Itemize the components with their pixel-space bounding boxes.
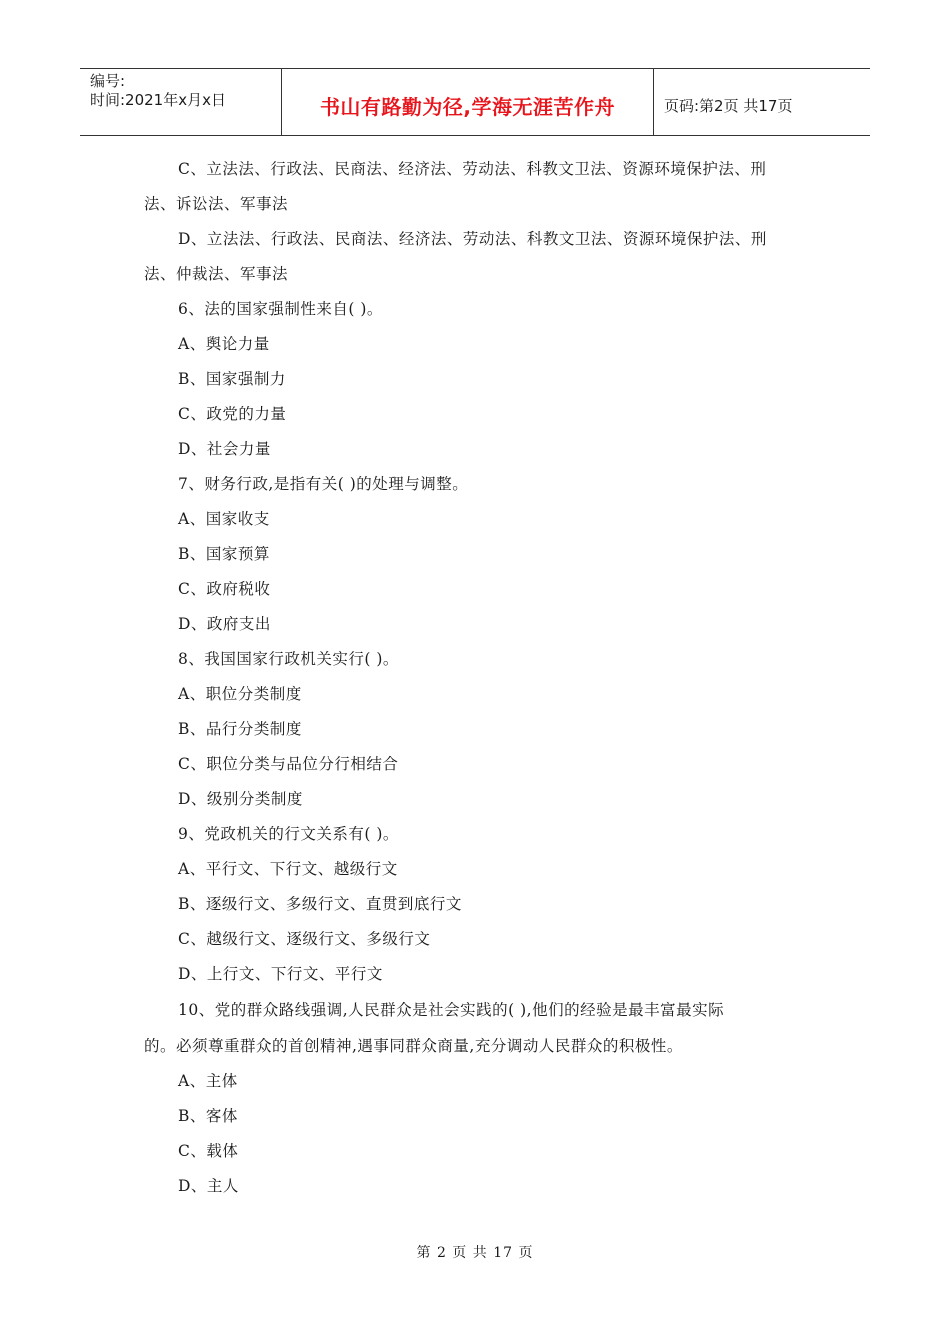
header-motto-cell [282,69,654,135]
footer-page-number: 第 2 页 共 17 页 [416,1245,534,1261]
option-line: D、立法法、行政法、民商法、经济法、劳动法、科教文卫法、资源环境保护法、刑 [178,230,767,248]
option-line: D、社会力量 [178,440,271,458]
option-line: A、职位分类制度 [178,685,302,703]
option-line: D、政府支出 [178,615,271,633]
option-line: C、立法法、行政法、民商法、经济法、劳动法、科教文卫法、资源环境保护法、刑 [178,160,767,178]
header-meta-cell [80,69,282,135]
date-label: 时间:2021年x月x日 [90,91,226,109]
question-line: 7、财务行政,是指有关( )的处理与调整。 [178,475,469,493]
option-line: C、职位分类与品位分行相结合 [178,755,399,773]
option-line: D、主人 [178,1177,239,1195]
option-line: A、国家收支 [178,510,270,528]
option-line: B、国家强制力 [178,370,286,388]
option-line: B、客体 [178,1107,238,1125]
question-line: 10、党的群众路线强调,人民群众是社会实践的( ),他们的经验是最丰富最实际 [178,1001,725,1019]
option-line: C、越级行文、逐级行文、多级行文 [178,930,431,948]
question-body [144,152,810,1204]
page-info: 页码:第2页 共17页 [664,96,793,115]
option-line: B、逐级行文、多级行文、直贯到底行文 [178,895,462,913]
option-line: A、舆论力量 [178,335,270,353]
option-line: A、主体 [178,1072,238,1090]
option-line-continued: 法、诉讼法、军事法 [144,195,289,213]
option-line: C、载体 [178,1142,239,1160]
page-footer [0,1242,950,1262]
option-line: A、平行文、下行文、越级行文 [178,860,398,878]
question-line: 8、我国国家行政机关实行( )。 [178,650,399,668]
option-line: D、上行文、下行文、平行文 [178,965,383,983]
question-line-continued: 的。必须尊重群众的首创精神,遇事同群众商量,充分调动人民群众的积极性。 [144,1037,683,1055]
option-line: C、政党的力量 [178,405,287,423]
option-line: C、政府税收 [178,580,271,598]
option-line: B、品行分类制度 [178,720,302,738]
motto-text: 书山有路勤为径,学海无涯苦作舟 [319,94,616,119]
question-line: 9、党政机关的行文关系有( )。 [178,825,399,843]
option-line-continued: 法、仲裁法、军事法 [144,265,289,283]
page-header [80,68,870,136]
header-page-cell [654,69,870,135]
question-line: 6、法的国家强制性来自( )。 [178,300,383,318]
option-line: D、级别分类制度 [178,790,303,808]
serial-number-label: 编号: [90,72,126,90]
option-line: B、国家预算 [178,545,270,563]
